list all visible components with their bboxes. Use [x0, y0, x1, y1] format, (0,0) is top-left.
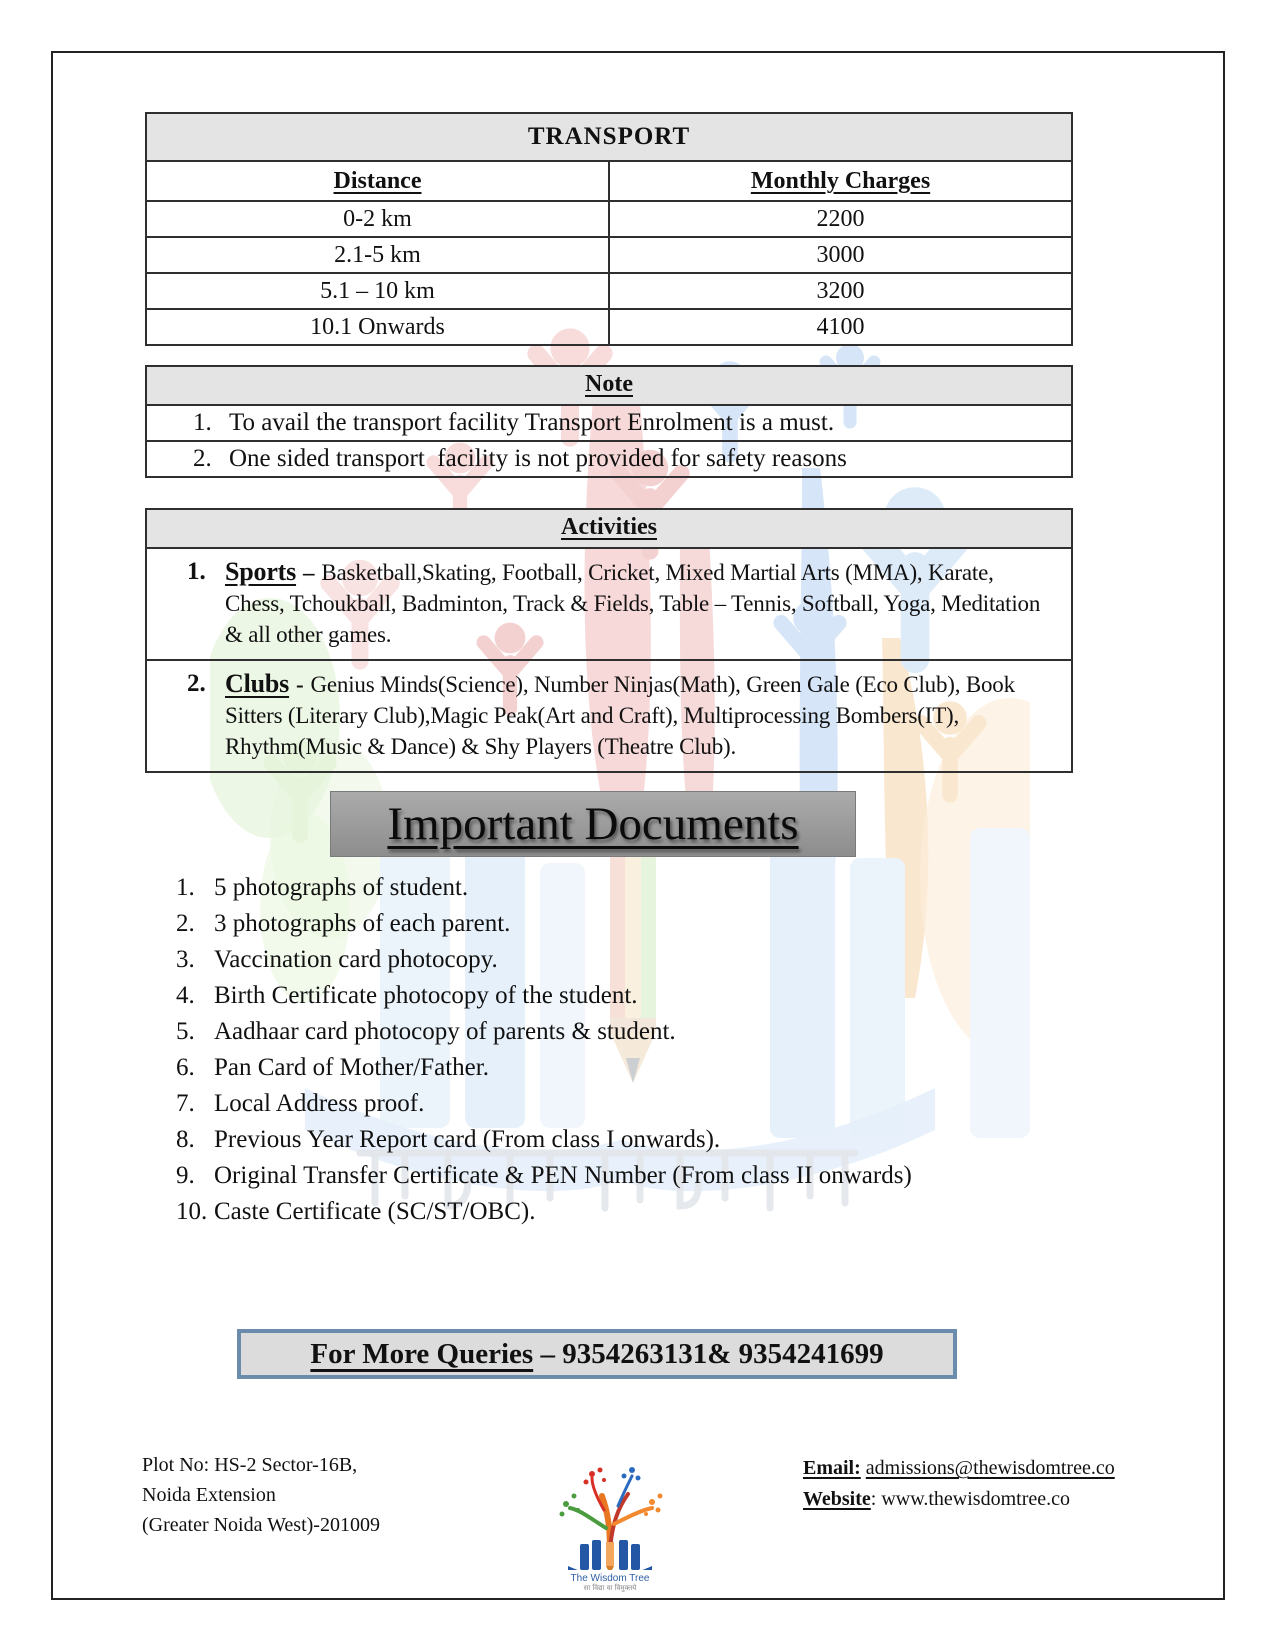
document-list-item: [176, 942, 1096, 978]
queries-banner: [237, 1329, 957, 1379]
transport-row: [146, 237, 1072, 273]
note-table: [145, 365, 1073, 478]
transport-col-header-charges: Monthly Charges: [609, 161, 1072, 201]
activity-text: Genius Minds(Science), Number Ninjas(Math), Green Gale (Eco Club), Book Sitters (Literary Club),Magic Peak(Art and Craft), Multiprocessing Bombers(IT), Rhythm(Music & Dance) & Shy Players (Theatre Club).: [225, 672, 1015, 759]
transport-row: [146, 201, 1072, 237]
important-documents-heading: [330, 791, 856, 857]
note-item: [147, 440, 1071, 476]
document-list-item: [176, 1050, 1096, 1086]
document-list-item: [176, 1122, 1096, 1158]
activity-item-body: [225, 556, 1045, 650]
activity-item-number: 2.: [187, 670, 206, 697]
transport-charge-cell: 3200: [609, 273, 1072, 309]
transport-distance-cell: 10.1 Onwards: [146, 309, 609, 345]
activity-item: [147, 659, 1071, 771]
document-item-number: 1.: [176, 874, 195, 901]
document-item-text: Birth Certificate photocopy of the student.: [214, 982, 638, 1009]
important-documents-list: [176, 870, 1096, 1230]
website-row: [803, 1484, 1115, 1515]
transport-distance-cell: 2.1-5 km: [146, 237, 609, 273]
footer-contact: [803, 1453, 1115, 1515]
document-item-number: 4.: [176, 982, 195, 1009]
transport-distance-cell: 0-2 km: [146, 201, 609, 237]
document-item-text: Aadhaar card photocopy of parents & student.: [214, 1018, 676, 1045]
address-line: Noida Extension: [142, 1484, 276, 1506]
document-item-number: 9.: [176, 1162, 195, 1189]
activity-label: Clubs: [225, 669, 290, 698]
activities-table: [145, 508, 1073, 773]
queries-numbers: – 9354263131& 9354241699: [533, 1337, 884, 1370]
transport-charge-cell: 3000: [609, 237, 1072, 273]
transport-distance-cell: 5.1 – 10 km: [146, 273, 609, 309]
transport-title: TRANSPORT: [146, 113, 1072, 161]
document-item-text: Local Address proof.: [214, 1090, 425, 1117]
note-item-text: To avail the transport facility Transport Enrolment is a must.: [229, 409, 835, 436]
activity-text: Basketball,Skating, Football, Cricket, Mixed Martial Arts (MMA), Karate, Chess, Tchoukball, Badminton, Track & Fields, Table – Tennis, Softball, Yoga, Meditation & all other games.: [225, 560, 1041, 647]
queries-label: For More Queries: [310, 1337, 534, 1370]
email-label: Email:: [803, 1457, 861, 1479]
note-title: Note: [147, 367, 1071, 406]
transport-col-header-distance: Distance: [146, 161, 609, 201]
document-item-number: 7.: [176, 1090, 195, 1117]
document-item-text: 5 photographs of student.: [214, 874, 469, 901]
document-list-item: [176, 906, 1096, 942]
transport-row: [146, 309, 1072, 345]
address-line: (Greater Noida West)-201009: [142, 1514, 380, 1536]
wisdom-tree-logo-graphic: [540, 1458, 680, 1570]
logo-name: The Wisdom Tree: [570, 1573, 650, 1584]
note-item-number: 2.: [193, 445, 212, 472]
document-list-item: [176, 1086, 1096, 1122]
transport-charge-cell: 2200: [609, 201, 1072, 237]
document-item-text: Caste Certificate (SC/ST/OBC).: [214, 1198, 536, 1225]
logo-tagline: सा विद्या या विमुक्तये: [583, 1584, 637, 1592]
note-item: [147, 406, 1071, 440]
important-documents-title: Important Documents: [387, 797, 799, 850]
document-item-text: Vaccination card photocopy.: [214, 946, 498, 973]
document-list-item: [176, 978, 1096, 1014]
transport-table: [145, 112, 1073, 346]
document-item-number: 8.: [176, 1126, 195, 1153]
document-item-text: Pan Card of Mother/Father.: [214, 1054, 489, 1081]
transport-row: [146, 273, 1072, 309]
footer-address: [142, 1450, 380, 1540]
document-item-number: 5.: [176, 1018, 195, 1045]
activity-item: [147, 549, 1071, 659]
document-item-text: Previous Year Report card (From class I onwards).: [214, 1126, 721, 1153]
document-item-number: 2.: [176, 910, 195, 937]
document-item-number: 3.: [176, 946, 195, 973]
activity-item-body: [225, 668, 1045, 762]
activity-item-number: 1.: [187, 558, 206, 585]
email-link[interactable]: admissions@thewisdomtree.co: [865, 1457, 1115, 1479]
document-list-item: [176, 1194, 1096, 1230]
activity-separator: -: [296, 672, 304, 697]
activity-separator: –: [303, 560, 315, 585]
activity-label: Sports: [225, 557, 297, 586]
address-line: Plot No: HS-2 Sector-16B,: [142, 1454, 358, 1476]
document-list-item: [176, 1014, 1096, 1050]
website-text: : www.thewisdomtree.co: [870, 1488, 1070, 1510]
school-logo: [540, 1458, 680, 1593]
email-row: [803, 1453, 1115, 1484]
document-list-item: [176, 1158, 1096, 1194]
note-item-number: 1.: [193, 409, 212, 436]
document-item-text: 3 photographs of each parent.: [214, 910, 511, 937]
transport-charge-cell: 4100: [609, 309, 1072, 345]
document-item-number: 10.: [176, 1198, 208, 1225]
document-item-text: Original Transfer Certificate & PEN Number (From class II onwards): [214, 1162, 912, 1189]
document-item-number: 6.: [176, 1054, 195, 1081]
document-list-item: [176, 870, 1096, 906]
note-item-text: One sided transport facility is not provided for safety reasons: [229, 445, 847, 472]
website-label: Website: [803, 1488, 871, 1510]
activities-title: Activities: [147, 510, 1071, 549]
